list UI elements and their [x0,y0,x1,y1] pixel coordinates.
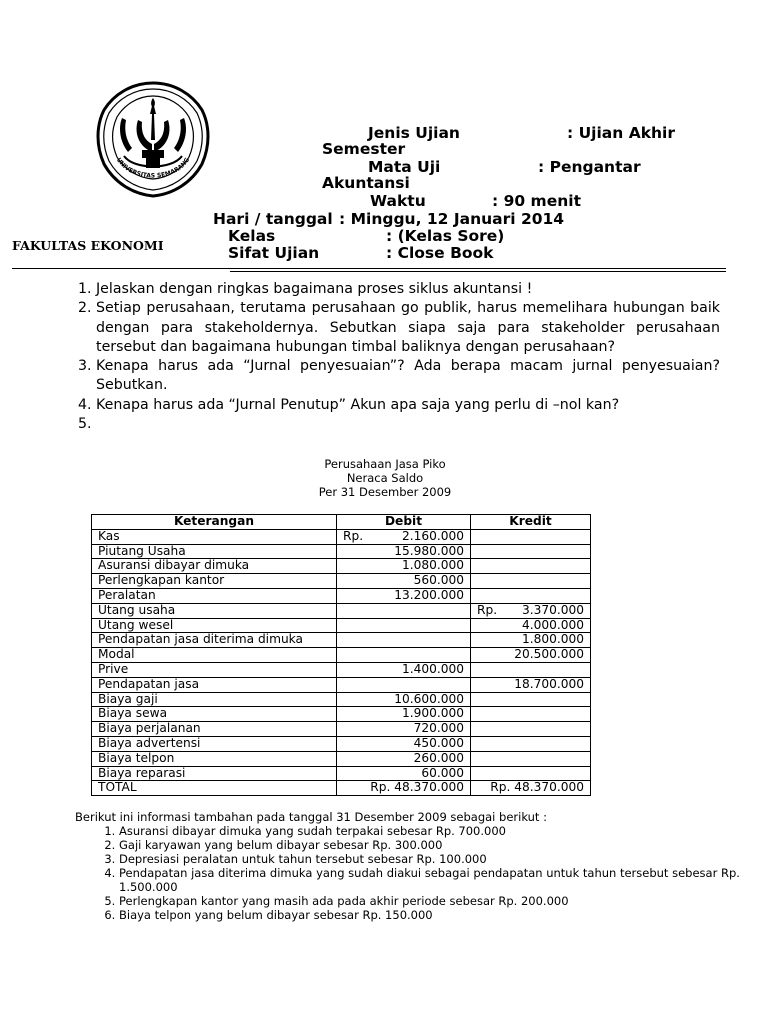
duration-value: : 90 menit [492,192,581,210]
credit-cell [471,722,591,737]
exam-type-label: Jenis Ujian [368,124,460,142]
class-value: : (Kelas Sore) [386,227,505,245]
statement-date: Per 31 Desember 2009 [318,485,452,499]
debit-cell [337,648,471,663]
table-row [92,722,591,737]
account-cell [92,707,337,722]
credit-cell [471,633,591,648]
account-cell [92,588,337,603]
account-cell [92,544,337,559]
trial-balance-table [91,514,591,796]
account-cell-value: Asuransi dibayar dimuka [98,558,250,573]
table-row [92,677,591,692]
exam-type-value-wrap: Semester [322,140,406,158]
credit-cell [471,692,591,707]
additional-info-item: 3. Depresiasi peralatan untuk tahun tersebut sebesar Rp. 100.000 [119,852,749,866]
account-cell-value: Biaya reparasi [98,765,186,780]
debit-cell [337,574,471,589]
debit-cell [337,677,471,692]
account-cell-value: Biaya perjalanan [98,721,201,736]
account-cell [92,722,337,737]
additional-info-intro: Berikut ini informasi tambahan pada tanggal 31 Desember 2009 sebagai berikut : [75,810,547,824]
credit-cell-value: Rp. 48.370.000 [490,780,584,795]
credit-cell [471,677,591,692]
account-cell [92,603,337,618]
subject-value: : Pengantar [538,158,641,176]
column-header-credit: Kredit [471,515,591,530]
debit-cell [337,781,471,796]
additional-info-list [75,824,749,922]
account-cell-value: Prive [98,661,129,676]
account-cell [92,736,337,751]
table-row [92,618,591,633]
table-row [92,707,591,722]
credit-cell-value: 18.700.000 [514,676,584,691]
debit-cell-value: 15.980.000 [394,543,464,558]
debit-cell-value: 10.600.000 [394,691,464,706]
additional-info-item: 1. Asuransi dibayar dimuka yang sudah terpakai sebesar Rp. 700.000 [119,824,749,838]
column-header-account: Keterangan [92,515,337,530]
credit-cell [471,544,591,559]
credit-cell-prefix: Rp. [477,602,498,617]
credit-cell [471,603,591,618]
credit-cell [471,529,591,544]
account-cell [92,662,337,677]
table-row [92,751,591,766]
statement-company: Perusahaan Jasa Piko [324,457,446,471]
table-row [92,588,591,603]
debit-cell-value: 560.000 [413,573,464,588]
table-row [92,603,591,618]
column-header-debit: Debit [337,515,471,530]
debit-cell [337,662,471,677]
account-cell [92,559,337,574]
debit-cell [337,736,471,751]
debit-cell-value: Rp. 48.370.000 [370,780,464,795]
account-cell [92,529,337,544]
debit-cell-value: 1.080.000 [401,558,464,573]
account-cell-value: TOTAL [98,780,137,795]
account-cell-value: Biaya advertensi [98,735,201,750]
credit-cell [471,618,591,633]
credit-cell [471,751,591,766]
account-cell-value: Utang usaha [98,602,176,617]
subject-label: Mata Uji [368,158,441,176]
debit-cell [337,618,471,633]
credit-cell-value: 4.000.000 [521,617,584,632]
table-row [92,633,591,648]
credit-cell [471,662,591,677]
question-list [70,280,720,434]
date-label: Hari / tanggal [213,210,333,228]
account-cell-value: Biaya telpon [98,750,175,765]
debit-cell-value: 450.000 [413,735,464,750]
account-cell-value: Kas [98,528,120,543]
debit-cell [337,588,471,603]
account-cell [92,648,337,663]
exam-nature-label: Sifat Ujian [228,244,320,262]
debit-cell-value: 13.200.000 [394,587,464,602]
exam-nature-value: : Close Book [386,244,494,262]
university-seal-logo [94,80,212,198]
statement-title: Neraca Saldo [346,471,424,485]
subject-value-wrap: Akuntansi [322,174,410,192]
account-cell [92,633,337,648]
table-row [92,574,591,589]
table-row [92,692,591,707]
header-divider [12,268,726,269]
question-item [96,415,720,434]
exam-type-value: : Ujian Akhir [567,124,675,142]
credit-cell [471,648,591,663]
credit-cell [471,766,591,781]
table-header-row [92,515,591,530]
question-item: 3. Kenapa harus ada “Jurnal penyesuaian”? Ada berapa macam jurnal penyesuaian? Sebutkan. [96,357,720,396]
question-item: 2. Setiap perusahaan, terutama perusahaan go publik, harus memelihara hubungan baik dengan para stakeholdernya. Sebutkan siapa saja para stakeholder perusahaan tersebut dan bagaimana hubungan timbal baliknya dengan perusahaan? [96,299,720,357]
account-cell [92,677,337,692]
account-cell-value: Biaya gaji [98,691,158,706]
debit-cell-value: 60.000 [421,765,464,780]
account-cell-value: Modal [98,647,135,662]
debit-cell [337,692,471,707]
additional-info-item: 4. Pendapatan jasa diterima dimuka yang sudah diakui sebagai pendapatan untuk tahun tersebut sebesar Rp. 1.500.000 [119,866,749,894]
debit-cell [337,707,471,722]
credit-cell-value: 20.500.000 [514,647,584,662]
debit-cell [337,766,471,781]
debit-cell [337,722,471,737]
table-row [92,529,591,544]
credit-cell [471,781,591,796]
account-cell-value: Perlengkapan kantor [98,573,225,588]
credit-cell [471,574,591,589]
account-cell [92,574,337,589]
account-cell-value: Biaya sewa [98,706,168,721]
debit-cell [337,633,471,648]
credit-cell [471,559,591,574]
header-divider-secondary [230,271,726,272]
table-row [92,662,591,677]
additional-info-item: 2. Gaji karyawan yang belum dibayar sebesar Rp. 300.000 [119,838,749,852]
credit-cell-value: 1.800.000 [521,632,584,647]
additional-info-item: 5. Perlengkapan kantor yang masih ada pada akhir periode sebesar Rp. 200.000 [119,894,749,908]
table-row [92,766,591,781]
debit-cell-prefix: Rp. [343,528,364,543]
account-cell-value: Pendapatan jasa diterima dimuka [98,632,303,647]
debit-cell-value: 720.000 [413,721,464,736]
credit-cell [471,736,591,751]
class-label: Kelas [228,227,276,245]
seal-text: UNIVERSITAS SEMARANG [114,156,192,180]
debit-cell [337,529,471,544]
debit-cell-value: 2.160.000 [401,528,464,543]
debit-cell [337,751,471,766]
debit-cell [337,544,471,559]
table-body [92,529,591,795]
account-cell [92,751,337,766]
question-item: 1. Jelaskan dengan ringkas bagaimana proses siklus akuntansi ! [96,280,720,299]
credit-cell-value: 3.370.000 [521,602,584,617]
account-cell-value: Piutang Usaha [98,543,186,558]
debit-cell-value: 1.900.000 [401,706,464,721]
table-row [92,648,591,663]
account-cell-value: Peralatan [98,587,156,602]
account-cell [92,781,337,796]
debit-cell [337,603,471,618]
debit-cell [337,559,471,574]
additional-info-item: 6. Biaya telpon yang belum dibayar sebesar Rp. 150.000 [119,908,749,922]
date-value: : Minggu, 12 Januari 2014 [339,210,565,228]
table-row [92,544,591,559]
table-row [92,559,591,574]
table-row [92,781,591,796]
credit-cell [471,707,591,722]
question-item: 4. Kenapa harus ada “Jurnal Penutup” Akun apa saja yang perlu di –nol kan? [96,396,720,415]
table-row [92,736,591,751]
credit-cell [471,588,591,603]
account-cell-value: Pendapatan jasa [98,676,200,691]
faculty-name: FAKULTAS EKONOMI [12,238,164,253]
account-cell [92,766,337,781]
duration-label: Waktu [370,192,426,210]
debit-cell-value: 1.400.000 [401,661,464,676]
account-cell-value: Utang wesel [98,617,174,632]
debit-cell-value: 260.000 [413,750,464,765]
account-cell [92,618,337,633]
account-cell [92,692,337,707]
